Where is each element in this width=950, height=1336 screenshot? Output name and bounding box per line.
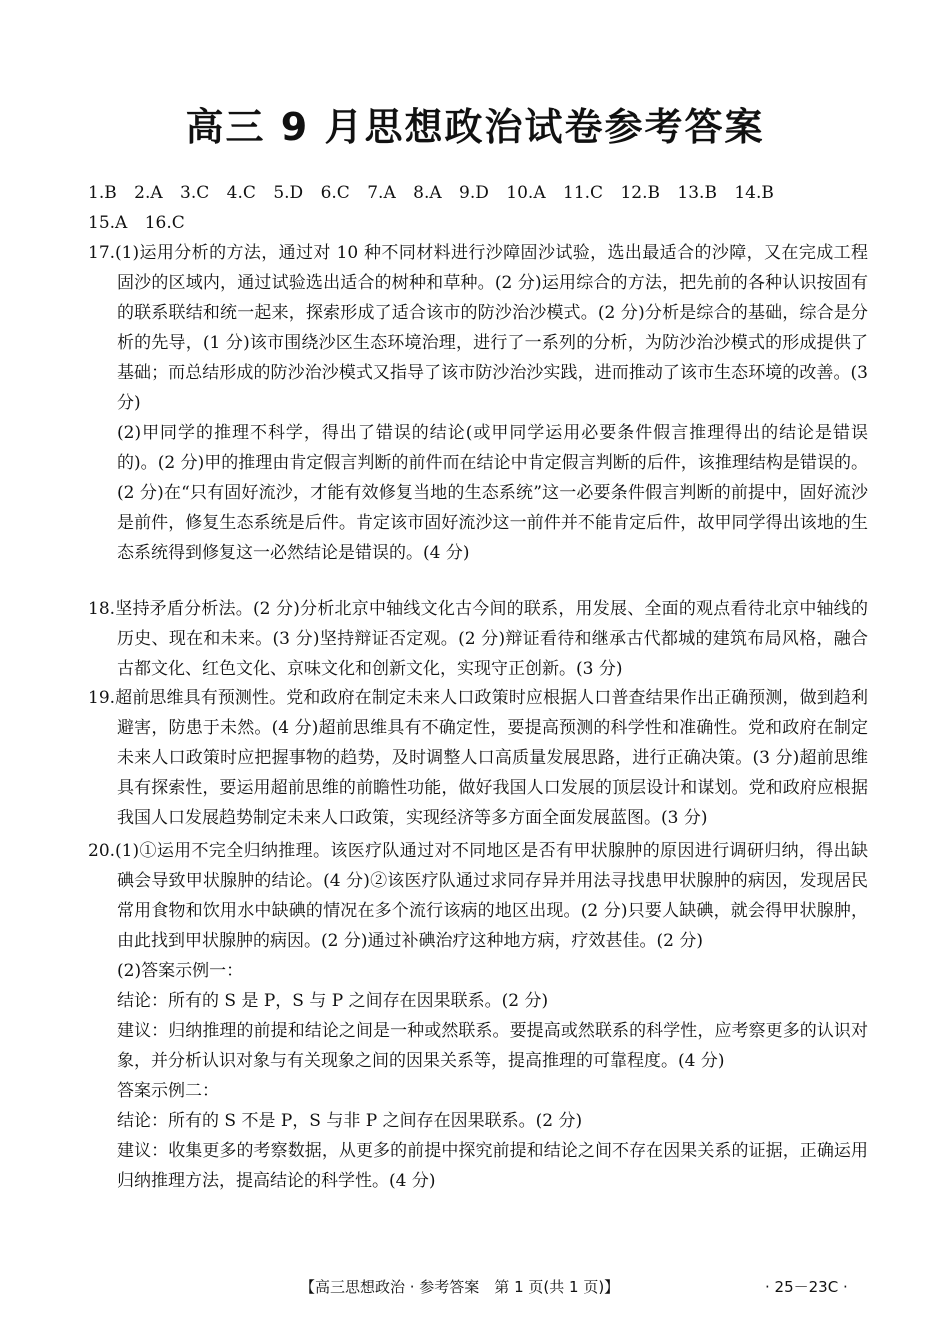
choice-answer: 12.B	[620, 183, 660, 203]
choice-answer: 7.A	[367, 183, 396, 203]
choice-answer: 15.A	[88, 213, 128, 233]
choice-answer: 2.A	[134, 183, 163, 203]
choice-answer: 4.C	[226, 183, 256, 203]
choice-answer: 11.C	[563, 183, 604, 203]
question-19-answer	[88, 683, 868, 833]
choice-answer: 6.C	[320, 183, 350, 203]
page-title: 高三 9 月思想政治试卷参考答案	[185, 105, 765, 149]
choice-answer: 8.A	[413, 183, 442, 203]
choice-answer: 1.B	[88, 183, 117, 203]
q20-example2-conclusion: 结论：所有的 S 不是 P，S 与非 P 之间存在因果联系。(2 分)	[117, 1111, 583, 1131]
choice-answer: 14.B	[734, 183, 774, 203]
q20-part2-heading: (2)答案示例一：	[117, 961, 244, 981]
q19-text: 19.超前思维具有预测性。党和政府在制定未来人口政策时应根据人口普查结果作出正确预测，做到趋利避害，防患于未然。(4 分)超前思维具有不确定性，要提高预测的科学性和准确性。党和政府在制定未来人口政策时应把握事物的趋势，及时调整人口高质量发展思路，进行正确决策。(3 分)超前思维具有探索性，要运用超前思维的前瞻性功能，做好我国人口发展的顶层设计和谋划。党和政府应根据我国人口发展趋势制定未来人口政策，实现经济等多方面全面发展蓝图。(3 分)	[88, 688, 868, 828]
choice-answer: 16.C	[144, 213, 185, 233]
choice-answer: 5.D	[273, 183, 304, 203]
choice-answers	[88, 178, 878, 238]
choice-answer: 3.C	[180, 183, 210, 203]
question-18-answer	[88, 594, 868, 684]
choice-answer: 9.D	[459, 183, 489, 203]
q17-part2: (2)甲同学的推理不科学，得出了错误的结论(或甲同学运用必要条件假言推理得出的结论是错误的)。(2 分)甲的推理由肯定假言判断的前件而在结论中肯定假言判断的后件，该推理结构是错误的。(2 分)在“只有固好流沙，才能有效修复当地的生态系统”这一必要条件假言判断的前提中，固好流沙是前件，修复生态系统是后件。肯定该市固好流沙这一前件并不能肯定后件，故甲同学得出该地的生态系统得到修复这一必然结论是错误的。(4 分)	[117, 423, 868, 563]
q20-part1: 20.(1)①运用不完全归纳推理。该医疗队通过对不同地区是否有甲状腺肿的原因进行调研归纳，得出缺碘会导致甲状腺肿的结论。(4 分)②该医疗队通过求同存异并用法寻找患甲状腺肿的病因，发现居民常用食物和饮用水中缺碘的情况在多个流行该病的地区出现。(2 分)只要人缺碘，就会得甲状腺肿，由此找到甲状腺肿的病因。(2 分)通过补碘治疗这种地方病，疗效甚佳。(2 分)	[88, 841, 868, 951]
q18-text: 18.坚持矛盾分析法。(2 分)分析北京中轴线文化古今间的联系，用发展、全面的观点看待北京中轴线的历史、现在和未来。(3 分)坚持辩证否定观。(2 分)辩证看待和继承古代都城的建筑布局风格，融合古都文化、红色文化、京味文化和创新文化，实现守正创新。(3 分)	[88, 599, 868, 679]
q20-example2-heading: 答案示例二：	[117, 1081, 219, 1101]
question-20-answer	[88, 836, 868, 1196]
q20-example1-suggestion: 建议：归纳推理的前提和结论之间是一种或然联系。要提高或然联系的科学性，应考察更多的认识对象，并分析认识对象与有关现象之间的因果关系等，提高推理的可靠程度。(4 分)	[117, 1021, 868, 1071]
choice-answer: 10.A	[506, 183, 546, 203]
footer-code: · 25－23C ·	[765, 1278, 848, 1296]
choice-answer: 13.B	[677, 183, 717, 203]
q20-example1-conclusion: 结论：所有的 S 是 P，S 与 P 之间存在因果联系。(2 分)	[117, 991, 549, 1011]
q17-part1: 17.(1)运用分析的方法，通过对 10 种不同材料进行沙障固沙试验，选出最适合的沙障，又在完成工程固沙的区域内，通过试验选出适合的树种和草种。(2 分)运用综合的方法，把先前的各种认识按固有的联系联结和统一起来，探索形成了适合该市的防沙治沙模式。(2 分)分析是综合的基础，综合是分析的先导，(1 分)该市围绕沙区生态环境治理，进行了一系列的分析，为防沙治沙模式的形成提供了基础；而总结形成的防沙治沙模式又指导了该市防沙治沙实践，进而推动了该市生态环境的改善。(3 分)	[88, 243, 868, 413]
footer-page-info: 【高三思想政治 · 参考答案 第 1 页(共 1 页)】	[300, 1278, 620, 1296]
question-17-answer	[88, 238, 868, 568]
q20-example2-suggestion: 建议：收集更多的考察数据，从更多的前提中探究前提和结论之间不存在因果关系的证据，正确运用归纳推理方法，提高结论的科学性。(4 分)	[117, 1141, 868, 1191]
